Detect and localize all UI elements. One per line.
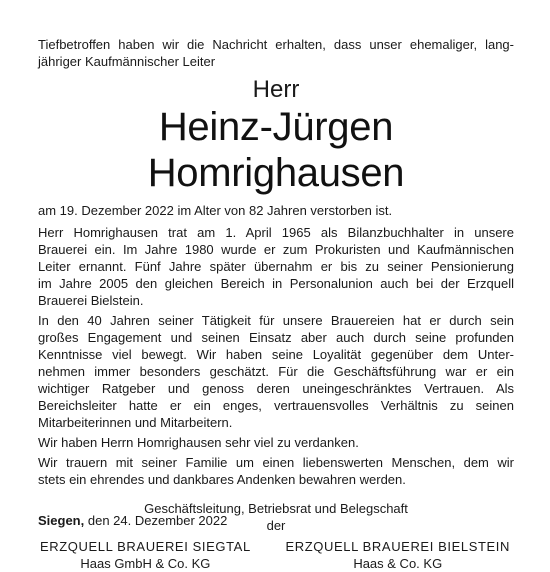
company-list	[38, 538, 514, 572]
company-siegtal	[40, 538, 251, 572]
paragraph-line: Wir trauern mit seiner Familie um einen liebenswerten Menschen, dem wir	[38, 455, 514, 470]
signature-line: Geschäftsleitung, Betriebsrat und Belegschaft	[144, 501, 408, 516]
company-bielstein	[286, 538, 511, 572]
paragraph-line: wichtiger Ratgeber und genoss deren uneingeschränktes Vertrauen. Als	[38, 381, 514, 396]
intro-text	[38, 36, 514, 70]
mourning-paragraph	[38, 454, 514, 488]
paragraph-line: Brauerei Bielstein.	[38, 293, 144, 308]
paragraph-line: Bereichsleiter hatte er ein enges, vertrauensvolles Verhältnis zu seinen	[38, 398, 514, 413]
gratitude-paragraph	[38, 434, 514, 451]
city: Siegen,	[38, 513, 85, 528]
company-name: ERZQUELL BRAUEREI BIELSTEIN	[285, 539, 510, 554]
date: den 24. Dezember 2022	[84, 513, 228, 528]
paragraph-line: großes Engagement und seinen Einsatz aber auch durch seine profunden	[38, 330, 514, 345]
paragraph-line: In den 40 Jahren seiner Tätigkeit für unsere Brauereien hat er durch sein	[38, 313, 514, 328]
death-date-text: am 19. Dezember 2022 im Alter von 82 Jahren verstorben ist.	[38, 203, 393, 218]
paragraph-line: Kenntnisse viel bewegt. Wir haben seine Loyalität gegenüber dem Unter-	[38, 347, 514, 362]
company-legal-form: Haas & Co. KG	[353, 556, 443, 571]
company-legal-form: Haas GmbH & Co. KG	[80, 556, 211, 571]
paragraph-line: Leiter ernannt. Fünf Jahre später übernahm er bis zu seiner Pensionierung	[38, 259, 514, 274]
paragraph-line: Brauerei ein. Im Jahre 1980 wurde er zum Prokuristen und Kaufmännischen	[38, 242, 514, 257]
intro-line: Tiefbetroffen haben wir die Nachricht erhalten, dass unser ehemaliger, lang-	[38, 37, 514, 52]
paragraph-line: nehmen immer besonders geschätzt. Für die Geschäftsführung war er ein	[38, 364, 514, 379]
salutation: Herr	[252, 76, 300, 103]
deceased-name: Heinz-Jürgen Homrighausen	[147, 105, 405, 195]
death-date-line	[38, 202, 514, 219]
career-paragraph	[38, 224, 514, 309]
company-name: ERZQUELL BRAUEREI SIEGTAL	[40, 539, 251, 554]
paragraph-line: Herr Homrighausen trat am 1. April 1965 als Bilanzbuchhalter in unsere	[38, 225, 514, 240]
place-date-line	[38, 512, 227, 529]
paragraph-line: stets ein ehrendes und dankbares Andenken bewahren werden.	[38, 472, 406, 487]
signature-line: der	[266, 518, 286, 533]
tribute-paragraph	[38, 312, 514, 431]
paragraph-line: Mitarbeiterinnen und Mitarbeitern.	[38, 415, 233, 430]
intro-line: jähriger Kaufmännischer Leiter	[38, 54, 216, 69]
paragraph-line: im Jahre 2005 den gleichen Bereich in Personalunion auch bei der Erzquell	[38, 276, 514, 291]
paragraph-line: Wir haben Herrn Homrighausen sehr viel zu verdanken.	[38, 435, 359, 450]
